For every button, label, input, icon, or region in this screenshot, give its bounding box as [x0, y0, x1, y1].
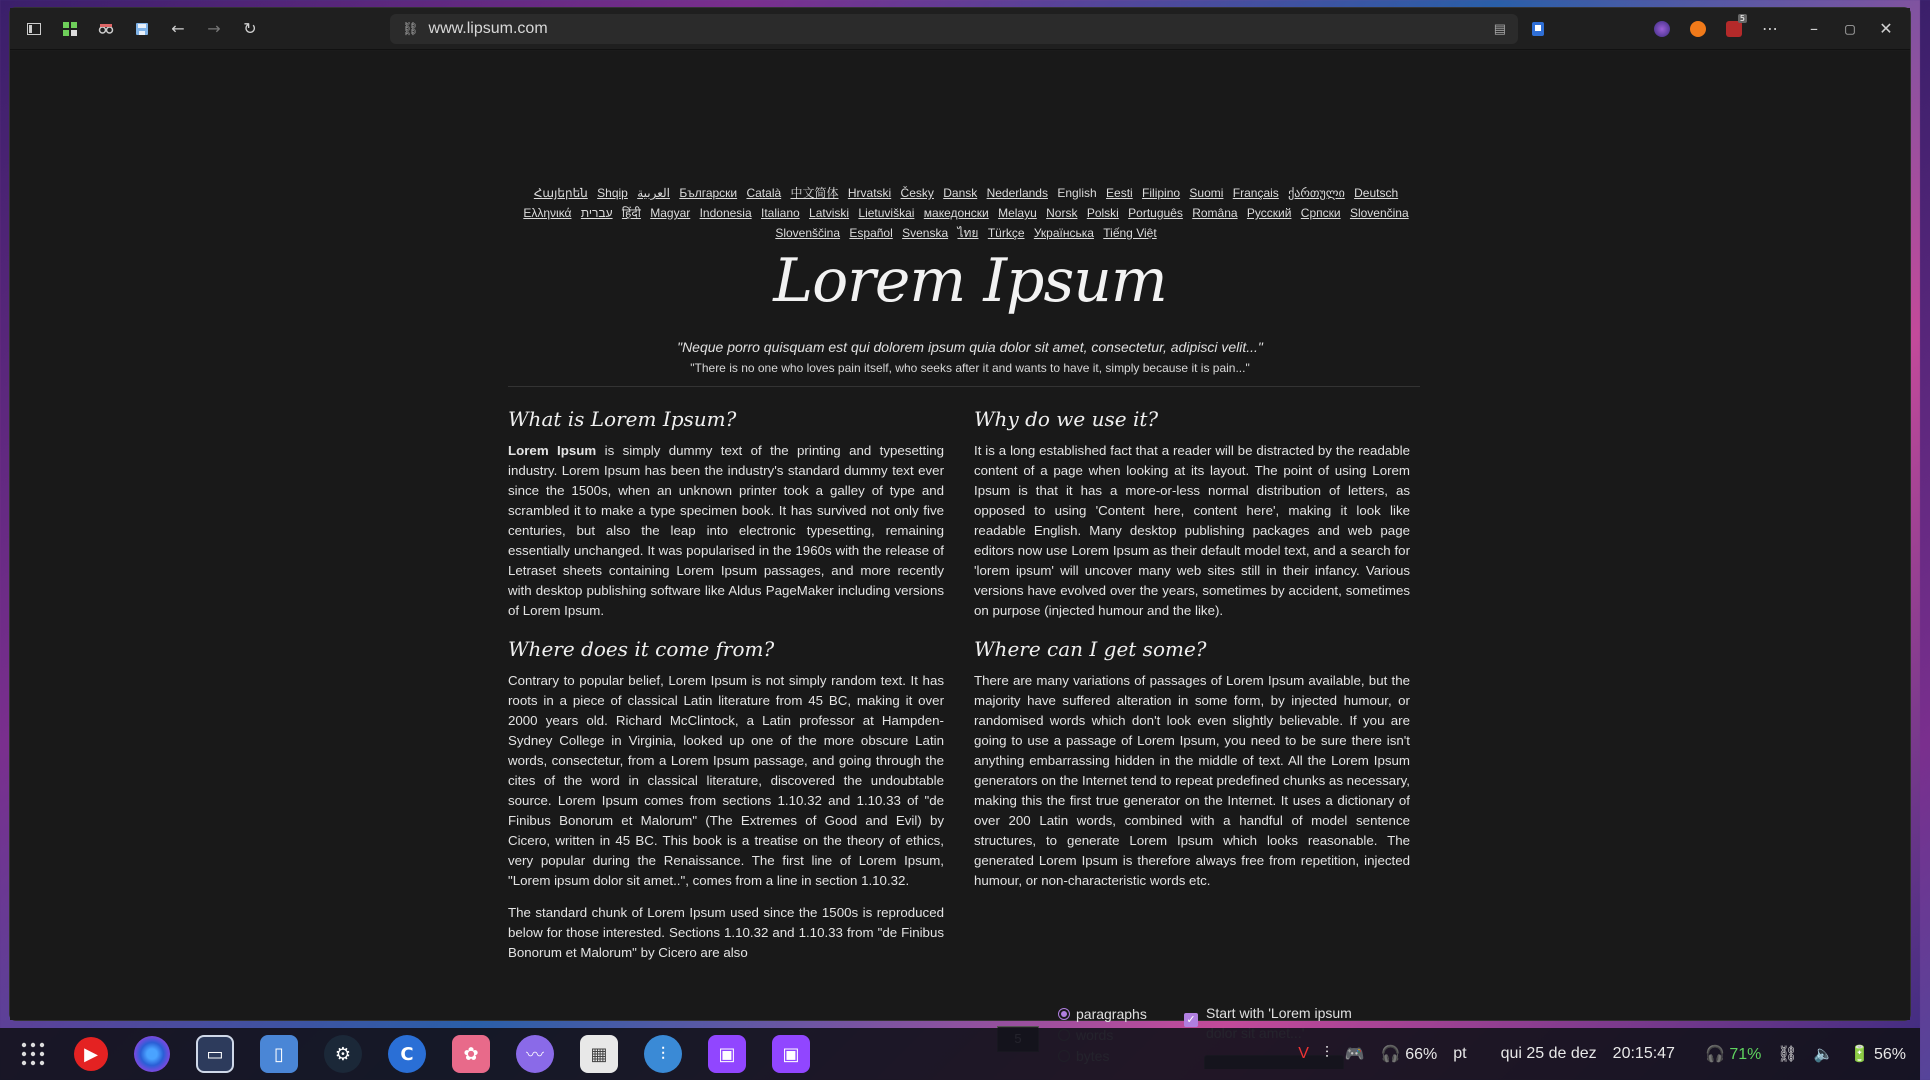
right-column: [974, 409, 1410, 903]
what-heading: What is Lorem Ipsum?: [508, 407, 737, 431]
language-link[interactable]: العربية: [637, 186, 670, 200]
menu-dots-icon[interactable]: ⋯: [1762, 19, 1778, 38]
language-link[interactable]: Latviski: [809, 206, 850, 220]
headphones-status[interactable]: [1705, 1044, 1761, 1064]
browser-toolbar: [10, 8, 1910, 50]
start-with-lorem-checkbox[interactable]: ✓: [1184, 1013, 1198, 1027]
network-icon[interactable]: ⛓: [1777, 1046, 1798, 1063]
battery-status[interactable]: [1850, 1044, 1906, 1064]
language-link[interactable]: 中文简体: [790, 186, 839, 200]
why-paragraph: It is a long established fact that a reader will be distracted by the readable content of a page when looking at its layout. The point of using Lorem Ipsum is that it has a more-or-less normal distribution of letters, as opposed to using 'Content here, content here', making it look like readable English. Many desktop publishing packages and web page editors now use Lorem Ipsum as their default model text, and a search for 'lorem ipsum' will uncover many web sites still in their infancy. Various versions have evolved over the years, sometimes by accident, sometimes on purpose (injected humour and the like).: [974, 443, 1410, 618]
save-icon[interactable]: [126, 14, 158, 44]
radio-label: paragraphs: [1076, 1005, 1147, 1022]
game-app-icon[interactable]: ✿: [452, 1035, 490, 1073]
app-launcher-icon[interactable]: [14, 1035, 52, 1073]
notification-badge: 5: [1739, 13, 1745, 23]
site-info-icon[interactable]: ⛓: [402, 20, 419, 36]
maximize-icon[interactable]: ▢: [1844, 21, 1856, 36]
language-link[interactable]: Pусский: [1246, 206, 1292, 220]
language-link[interactable]: Româna: [1192, 206, 1238, 220]
volume-icon[interactable]: 🔈: [1813, 1046, 1834, 1063]
terminal-icon[interactable]: ▭: [196, 1035, 234, 1073]
battery-percent: 56%: [1873, 1046, 1906, 1063]
language-link[interactable]: Dansk: [943, 186, 978, 200]
where-from-paragraph-1: Contrary to popular belief, Lorem Ipsum is not simply random text. It has roots in a piece of classical Latin literature from 45 BC, making it over 2000 years old. Richard McClintock, a Latin professor at Hampden-Sydney College in Virginia, looked up one of the more obscure Latin words, consectetur, from a Lorem Ipsum passage, and going through the cites of the word in classical literature, discovered the undoubtable source. Lorem Ipsum comes from sections 1.10.32 and 1.10.33 of "de Finibus Bonorum et Malorum" (The Extremes of Good and Evil) by Cicero, written in 45 BC. This book is a treatise on the theory of ethics, very popular during the Renaissance. The first line of Lorem Ipsum, "Lorem ipsum dolor sit amet..", comes from a line in section 1.10.32.: [508, 673, 944, 888]
forward-icon[interactable]: →: [207, 19, 221, 38]
twitch-alt-icon[interactable]: ▣: [772, 1035, 810, 1073]
mixer-icon[interactable]: ⫶: [644, 1035, 682, 1073]
radio-button[interactable]: [1058, 1008, 1070, 1020]
profile-extension-icon[interactable]: [1646, 14, 1678, 44]
extensions-area: [1646, 14, 1902, 44]
headphones-battery: 71%: [1729, 1046, 1762, 1063]
steam-icon[interactable]: ⚙: [324, 1035, 362, 1073]
reader-view-icon[interactable]: ▤: [1493, 20, 1506, 36]
package-manager-icon[interactable]: ▦: [580, 1035, 618, 1073]
url-text[interactable]: www.lipsum.com: [428, 19, 548, 37]
system-tray: [1298, 1044, 1906, 1064]
twitch-icon[interactable]: ▣: [708, 1035, 746, 1073]
language-link[interactable]: Shqip: [597, 186, 628, 200]
where-get-paragraph: There are many variations of passages of Lorem Ipsum available, but the majority have suffered alteration in some form, by injected humour, or randomised words which don't look even slightly believable. If you are going to use a passage of Lorem Ipsum, you need to be sure there isn't anything embarrassing hidden in the middle of text. All the Lorem Ipsum generators on the Internet tend to repeat predefined chunks as necessary, making this the first true generator on the Internet. It uses a dictionary of over 200 Latin words, combined with a handful of model sentence structures, to generate Lorem Ipsum which looks reasonable. The generated Lorem Ipsum is therefore always free from repetition, injected humour, or non-characteristic words etc.: [974, 673, 1410, 888]
language-link[interactable]: македонски: [923, 206, 989, 220]
language-link[interactable]: Filipino: [1142, 186, 1181, 200]
minimize-icon[interactable]: –: [1810, 19, 1818, 38]
close-icon[interactable]: ✕: [1879, 19, 1893, 38]
time-label[interactable]: 20:15:47: [1612, 1045, 1675, 1062]
vpn-icon[interactable]: V: [1298, 1045, 1309, 1062]
taskbar: [0, 1028, 1920, 1080]
quote-english: "There is no one who loves pain itself, who seeks after it and wants to have it, simply because it is pain...": [690, 361, 1250, 375]
chat-app-icon[interactable]: 〰: [516, 1035, 554, 1073]
headphones-icon: 🎧: [1704, 1046, 1725, 1063]
language-link[interactable]: Català: [746, 186, 782, 200]
address-bar[interactable]: [390, 14, 1518, 44]
language-link[interactable]: Magyar: [650, 206, 691, 220]
language-link[interactable]: Slovenčina: [1349, 206, 1409, 220]
language-link[interactable]: Հայերեն: [533, 186, 588, 200]
language-link[interactable]: Svenska: [902, 226, 949, 240]
language-link[interactable]: Українська: [1033, 226, 1094, 240]
start-with-lorem-label: Start with 'Lorem ipsum: [1206, 1005, 1352, 1021]
gamepad-icon[interactable]: 🎮: [1344, 1046, 1365, 1063]
what-paragraph: [508, 441, 944, 621]
language-link[interactable]: Nederlands: [986, 186, 1048, 200]
battery-icon: 🔋: [1849, 1046, 1870, 1063]
page-title: Lorem Ipsum: [773, 246, 1167, 316]
brave-shield-icon[interactable]: [1682, 14, 1714, 44]
language-link[interactable]: Polski: [1086, 206, 1119, 220]
where-from-paragraph-2: The standard chunk of Lorem Ipsum used since the 1500s is reproduced below for those interested. Sections 1.10.32 and 1.10.33 from "de Finibus Bonorum et Malorum" by Cicero are also: [508, 905, 944, 960]
language-link[interactable]: Deutsch: [1354, 186, 1399, 200]
ublock-extension-icon[interactable]: [1718, 14, 1750, 44]
bitwarden-extension-icon[interactable]: [1522, 14, 1554, 44]
language-link[interactable]: Português: [1128, 206, 1183, 220]
web-page: [10, 51, 1910, 1026]
language-link[interactable]: Српски: [1300, 206, 1341, 220]
language-link[interactable]: Norsk: [1046, 206, 1078, 220]
browser-window: [10, 8, 1910, 1026]
language-link[interactable]: Slovenščina: [775, 226, 841, 240]
language-link[interactable]: Hrvatski: [847, 186, 892, 200]
where-get-heading: Where can I get some?: [974, 637, 1207, 661]
headset-battery: 66%: [1405, 1046, 1438, 1063]
language-link[interactable]: Български: [679, 186, 738, 200]
divider: [508, 386, 1420, 387]
where-from-heading: Where does it come from?: [508, 637, 775, 661]
apps-grid-icon[interactable]: [54, 14, 86, 44]
language-link[interactable]: Suomi: [1189, 186, 1224, 200]
language-link: English: [1057, 186, 1097, 200]
sidebar-toggle-icon[interactable]: [18, 14, 50, 44]
language-links: [506, 183, 1426, 243]
language-link[interactable]: Eesti: [1106, 186, 1133, 200]
private-mode-icon[interactable]: [90, 14, 122, 44]
language-link[interactable]: Indonesia: [699, 206, 752, 220]
language-link[interactable]: Lietuviškai: [858, 206, 915, 220]
language-link[interactable]: Melayu: [998, 206, 1037, 220]
reload-icon[interactable]: ↻: [243, 19, 257, 38]
language-link[interactable]: हिंदी: [621, 206, 641, 220]
file-manager-icon[interactable]: ▯: [260, 1035, 298, 1073]
what-lead: Lorem Ipsum: [508, 443, 597, 458]
left-column: [508, 409, 944, 975]
audio-mixer-icon[interactable]: ⫶: [1324, 1045, 1329, 1062]
language-link[interactable]: ქართული: [1288, 186, 1345, 200]
date-label[interactable]: qui 25 de dez: [1500, 1045, 1597, 1062]
what-body: is simply dummy text of the printing and typesetting industry. Lorem Ipsum has been the industry's standard dummy text ever since the 1500s, when an unknown printer took a galley of type and scrambled it to make a type specimen book. It has survived not only five centuries, but also the leap into electronic typesetting, remaining essentially unchanged. It was popularised in the 1960s with the release of Letraset sheets containing Lorem Ipsum passages, and more recently with desktop publishing software like Aldus PageMaker including versions of Lorem Ipsum.: [508, 443, 944, 618]
headset-status[interactable]: [1381, 1044, 1437, 1064]
back-icon[interactable]: ←: [171, 19, 185, 38]
why-heading: Why do we use it?: [974, 407, 1159, 431]
language-link[interactable]: Česky: [900, 186, 934, 200]
radio-paragraphs[interactable]: [1058, 1003, 1147, 1024]
browser-app-icon[interactable]: [134, 1036, 170, 1072]
ccleaner-icon[interactable]: C: [388, 1035, 426, 1073]
youtube-music-icon[interactable]: ▶: [74, 1037, 108, 1071]
language-link[interactable]: ไทย: [957, 226, 979, 240]
language-link[interactable]: Français: [1232, 186, 1279, 200]
language-link[interactable]: עברית: [580, 206, 613, 220]
quote-latin: "Neque porro quisquam est qui dolorem ipsum quia dolor sit amet, consectetur, adipisci velit...": [677, 339, 1263, 355]
language-link[interactable]: Español: [849, 226, 893, 240]
language-link[interactable]: Tiếng Việt: [1103, 226, 1157, 240]
language-link[interactable]: Ελληνικά: [523, 206, 572, 220]
keyboard-language[interactable]: pt: [1453, 1045, 1467, 1062]
language-link[interactable]: Türkçe: [987, 226, 1025, 240]
headset-icon: 🎧: [1380, 1046, 1401, 1063]
language-link[interactable]: Italiano: [760, 206, 800, 220]
